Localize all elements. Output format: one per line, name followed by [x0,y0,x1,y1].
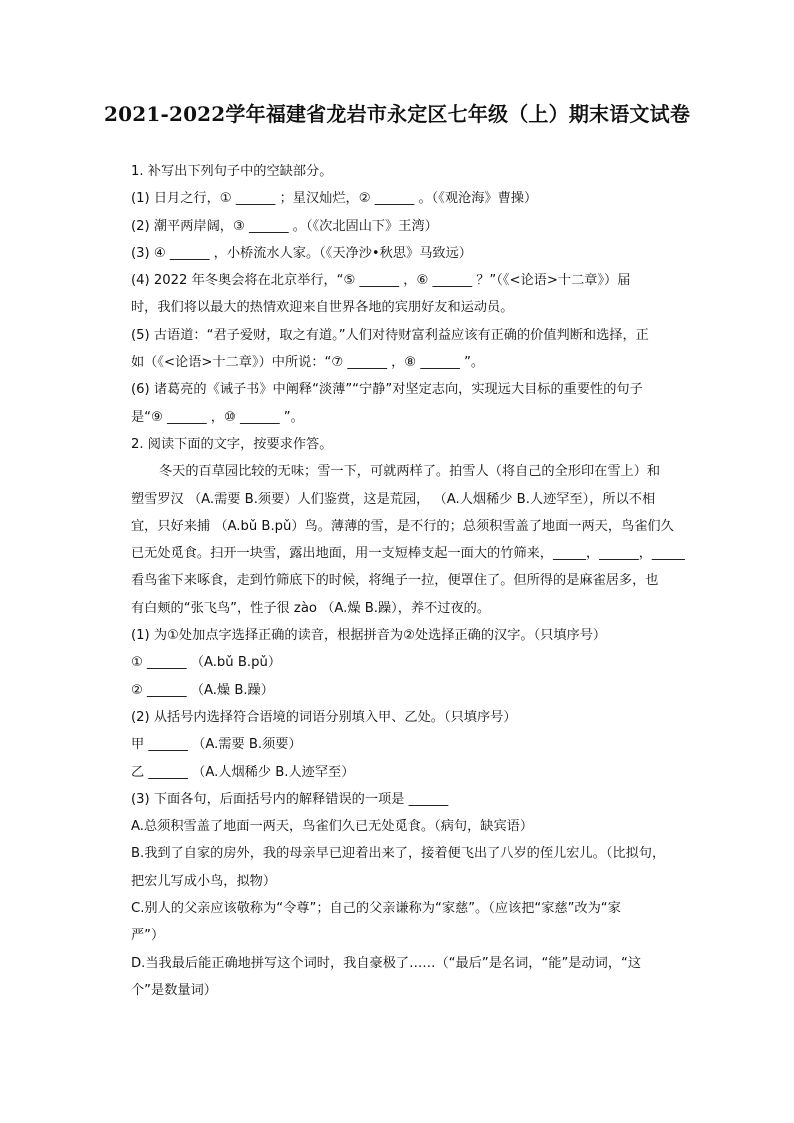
question-2-sub-1: (1) 为①处加点字选择正确的读音，根据拼音为②处选择正确的汉字。（只填序号） [131,628,607,644]
question-1-item-5-cont: 如（《<论语>十二章》）中所说：“⑦ ______ ，⑧ ______ ”。 [131,355,485,371]
question-1-heading: 1. 补写出下列句子中的空缺部分。 [131,164,333,179]
passage-line: 已无处觅食。扫开一块雪，露出地面，用一支短棒支起一面大的竹筛来，_____，______，_____ [131,546,685,562]
answer-line: ② ______ （A.燥 B.躁） [131,682,274,698]
question-1-item-4: (4) 2022 年冬奥会将在北京举行，“⑤ ______ ，⑥ ______ ？”（《<论语>十二章》）届 [131,273,631,289]
passage-line: 宜，只好来捕 （A.bǔ B.pǔ）鸟。薄薄的雪，是不行的；总须积雪盖了地面一两天，鸟雀们久 [131,518,674,534]
answer-line: 乙 ______ （A.人烟稀少 B.人迹罕至） [131,764,355,780]
question-1-item-4-cont: 时，我们将以最大的热情欢迎来自世界各地的宾朋好友和运动员。 [131,300,514,316]
option-d-cont: 个”是数量词） [131,982,217,998]
option-b-cont: 把宏儿写成小鸟，拟物） [131,873,277,889]
passage-line: 冬天的百草园比较的无味；雪一下，可就两样了。拍雪人（将自己的全形印在雪上）和 [159,464,661,480]
question-1-item-6: (6) 诸葛亮的《诫子书》中阐释“淡薄”“宁静”对坚定志向，实现远大目标的重要性的句子 [131,382,643,398]
exam-title: 2021-2022学年福建省龙岩市永定区七年级（上）期末语文试卷 [103,102,691,126]
question-1-item-6-cont: 是“⑨ ______ ，⑩ ______ ”。 [131,409,304,425]
answer-line: 甲 ______ （A.需要 B.须要） [131,737,302,753]
question-2-sub-2: (2) 从括号内选择符合语境的词语分别填入甲、乙处。（只填序号） [131,709,517,725]
option-b: B.我到了自家的房外，我的母亲早已迎着出来了，接着便飞出了八岁的侄儿宏儿。（比拟句， [131,846,666,862]
answer-line: ① ______ （A.bǔ B.pǔ） [131,655,282,671]
passage-line: 塑雪罗汉 （A.需要 B.须要）人们鉴赏，这是荒园， （A.人烟稀少 B.人迹罕至），所以不相 [131,491,656,507]
option-c: C.别人的父亲应该敬称为“令尊”；自己的父亲谦称为“家慈”。（应该把“家慈”改为“家 [131,901,621,917]
question-2-sub-3: (3) 下面各句，后面括号内的解释错误的一项是 ______ [131,791,449,807]
option-a: A.总须积雪盖了地面一两天，鸟雀们久已无处觅食。（病句，缺宾语） [131,819,534,835]
exam-content [131,158,697,1004]
option-d: D.当我最后能正确地拼写这个词时，我自豪极了……（“最后”是名词，“能”是动词，“这 [131,955,642,971]
question-1-item-3: (3) ④ ______ ，小桥流水人家。（《天净沙•秋思》马致远） [131,245,472,261]
passage-line: 看鸟雀下来啄食，走到竹筛底下的时候，将绳子一拉，便罩住了。但所得的是麻雀居多，也 [131,573,659,589]
passage-line: 有白颊的“张飞鸟”，性子很 zào （A.燥 B.躁），养不过夜的。 [131,600,491,616]
question-2-heading: 2. 阅读下面的文字，按要求作答。 [131,436,333,452]
question-1-item-1: (1) 日月之行，① ______ ；星汉灿烂，② ______ 。（《观沧海》曹操） [131,191,538,207]
option-c-cont: 严”） [131,928,165,944]
question-1-item-5: (5) 古语道：“君子爱财，取之有道。”人们对待财富利益应该有正确的价值判断和选择，正 [131,327,649,343]
question-1-item-2: (2) 潮平两岸阔，③ ______ 。（《次北固山下》王湾） [131,218,438,234]
